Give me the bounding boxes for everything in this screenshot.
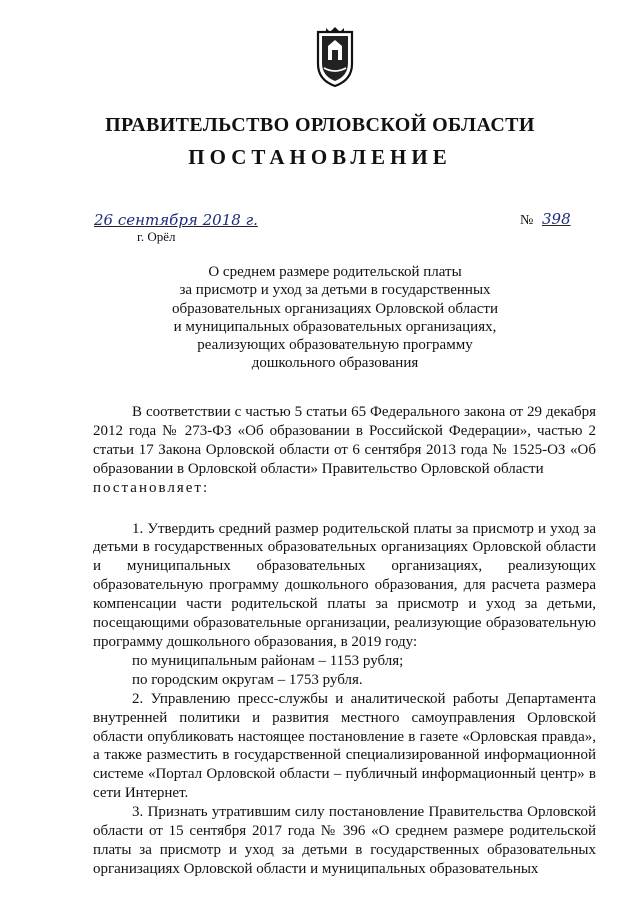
resolves-word: постановляет:	[93, 479, 210, 496]
document-body	[93, 403, 596, 879]
coat-of-arms-emblem	[312, 26, 358, 88]
handwritten-number: 398	[542, 210, 571, 228]
title-line: и муниципальных образовательных организациях,	[173, 318, 497, 335]
document-title	[170, 263, 500, 373]
item-1-paragraph: 1. Утвердить средний размер родительской платы за присмотр и уход за детьми в государственных образовательных организациях Орловской области и муниципальных образовательных организациях, реализующих образовательную программу дошкольного образования, для расчета размера компенсации части родительской платы за присмотр и уход за детьми, посещающими образовательные организации, реализующие образовательную программу дошкольного образования, в 2019 году:	[93, 520, 596, 650]
item-1-urban-districts: по городским округам – 1753 рубля.	[132, 671, 363, 688]
resolves-line	[93, 479, 596, 498]
title-line: реализующих образовательную программу	[197, 337, 473, 354]
number-label: №	[520, 213, 534, 228]
item-3-paragraph: 3. Признать утратившим силу постановление Правительства Орловской области от 15 сентября 2017 года № 396 «О среднем размере родительской платы за присмотр и уход за детьми в государственных образовательных организациях Орловской области и муниципальных образовательных	[93, 804, 596, 877]
title-line: О среднем размере родительской платы	[208, 264, 462, 280]
paragraph-gap	[93, 498, 596, 520]
title-line: образовательных организациях Орловской области	[171, 300, 499, 317]
city-label: г. Орёл	[137, 229, 176, 244]
item-2-paragraph: 2. Управлению пресс-службы и аналитической работы Департамента внутренней политики и развития местного самоуправления Орловской области опубликовать настоящее постановление в газете «Орловская правда», а также разместить в государственной специализированной информационной системе «Портал Орловской области – публичный информационный центр» в сети Интернет.	[93, 690, 596, 802]
government-name: ПРАВИТЕЛЬСТВО ОРЛОВСКОЙ ОБЛАСТИ	[105, 114, 535, 136]
preamble-paragraph: В соответствии с частью 5 статьи 65 Федерального закона от 29 декабря 2012 года № 273-ФЗ «Об образовании в Российской Федерации», частью 2 статьи 17 Закона Орловской области от 6 сентября 2013 года № 1525-ОЗ «Об образовании в Орловской области» Правительство Орловской области	[93, 404, 596, 477]
title-line: дошкольного образования	[251, 355, 419, 372]
title-line: за присмотр и уход за детьми в государственных	[179, 282, 491, 299]
handwritten-date: 26 сентября 2018 г.	[94, 211, 258, 229]
item-1-districts: по муниципальным районам – 1153 рубля;	[132, 652, 404, 669]
document-type-heading: ПОСТАНОВЛЕНИЕ	[188, 145, 452, 169]
